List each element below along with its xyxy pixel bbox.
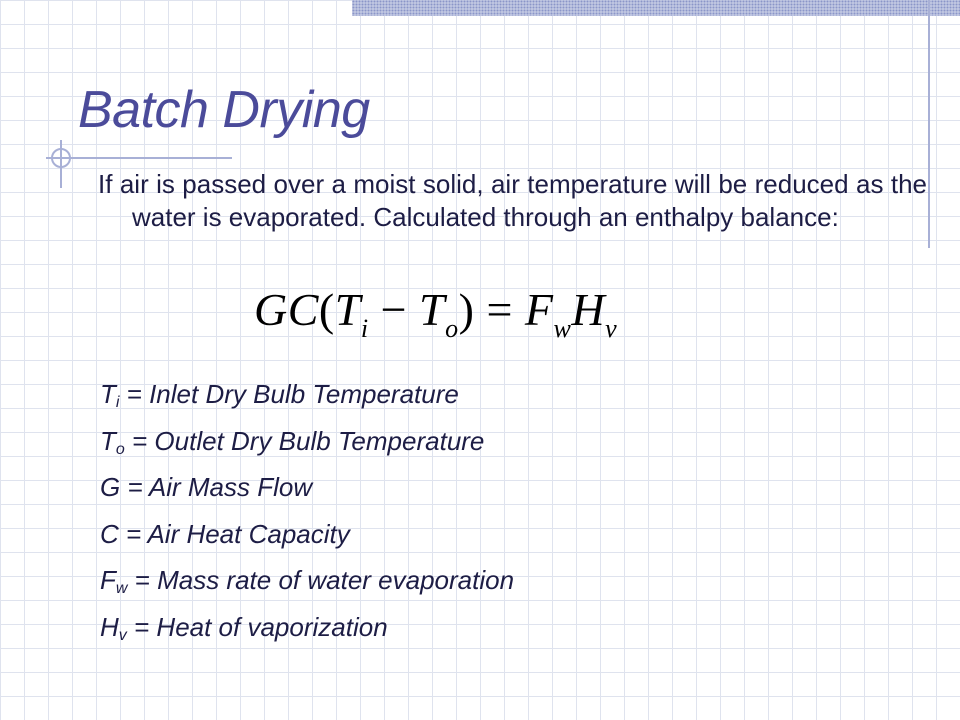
- definitions-list: [100, 376, 514, 655]
- definition-item: [100, 469, 514, 516]
- decorative-horizontal-line: [46, 157, 232, 159]
- eq-T-inlet: T: [334, 284, 361, 335]
- definition-item: [100, 609, 514, 656]
- definition-symbol: F: [100, 565, 116, 595]
- definition-subscript: i: [115, 394, 120, 411]
- definition-item: [100, 562, 514, 609]
- slide-title: Batch Drying: [78, 81, 370, 139]
- definition-text: = Mass rate of water evaporation: [127, 565, 515, 595]
- eq-F: F: [524, 284, 554, 335]
- definition-item: [100, 423, 514, 470]
- definition-item: [100, 376, 514, 423]
- definition-symbol: C: [100, 518, 119, 549]
- definition-item: [100, 516, 514, 563]
- decorative-vertical-line: [928, 0, 930, 248]
- eq-G: G: [254, 284, 288, 335]
- eq-T-inlet-sub: i: [360, 314, 369, 343]
- eq-minus: −: [368, 284, 420, 335]
- decorative-top-bar: [352, 0, 960, 16]
- eq-H-sub: v: [605, 314, 618, 343]
- definition-subscript: v: [118, 626, 127, 644]
- enthalpy-equation: [254, 283, 618, 343]
- definition-text: = Inlet Dry Bulb Temperature: [119, 379, 459, 409]
- definition-symbol: H: [100, 611, 119, 642]
- eq-C: C: [287, 284, 319, 335]
- definition-subscript: o: [115, 440, 125, 458]
- definition-symbol: T: [100, 425, 116, 456]
- definition-text: = Air Mass Flow: [120, 472, 313, 502]
- eq-close-paren: ): [458, 284, 475, 335]
- definition-subscript: w: [115, 580, 128, 597]
- eq-equals: =: [474, 284, 525, 335]
- definition-text: = Heat of vaporization: [126, 611, 388, 642]
- intro-paragraph: If air is passed over a moist solid, air temperature will be reduced as the water is evaporated. Calculated through an enthalpy balance:: [98, 169, 927, 232]
- eq-T-outlet-sub: o: [445, 314, 459, 343]
- eq-H: H: [571, 284, 606, 335]
- eq-open-paren: (: [318, 284, 335, 335]
- eq-F-sub: w: [553, 314, 572, 343]
- decorative-circle: [51, 148, 71, 168]
- definition-text: = Air Heat Capacity: [118, 518, 350, 549]
- definition-symbol: G: [100, 472, 121, 502]
- definition-symbol: T: [100, 379, 116, 409]
- definition-text: = Outlet Dry Bulb Temperature: [124, 425, 485, 456]
- eq-T-outlet: T: [419, 284, 446, 335]
